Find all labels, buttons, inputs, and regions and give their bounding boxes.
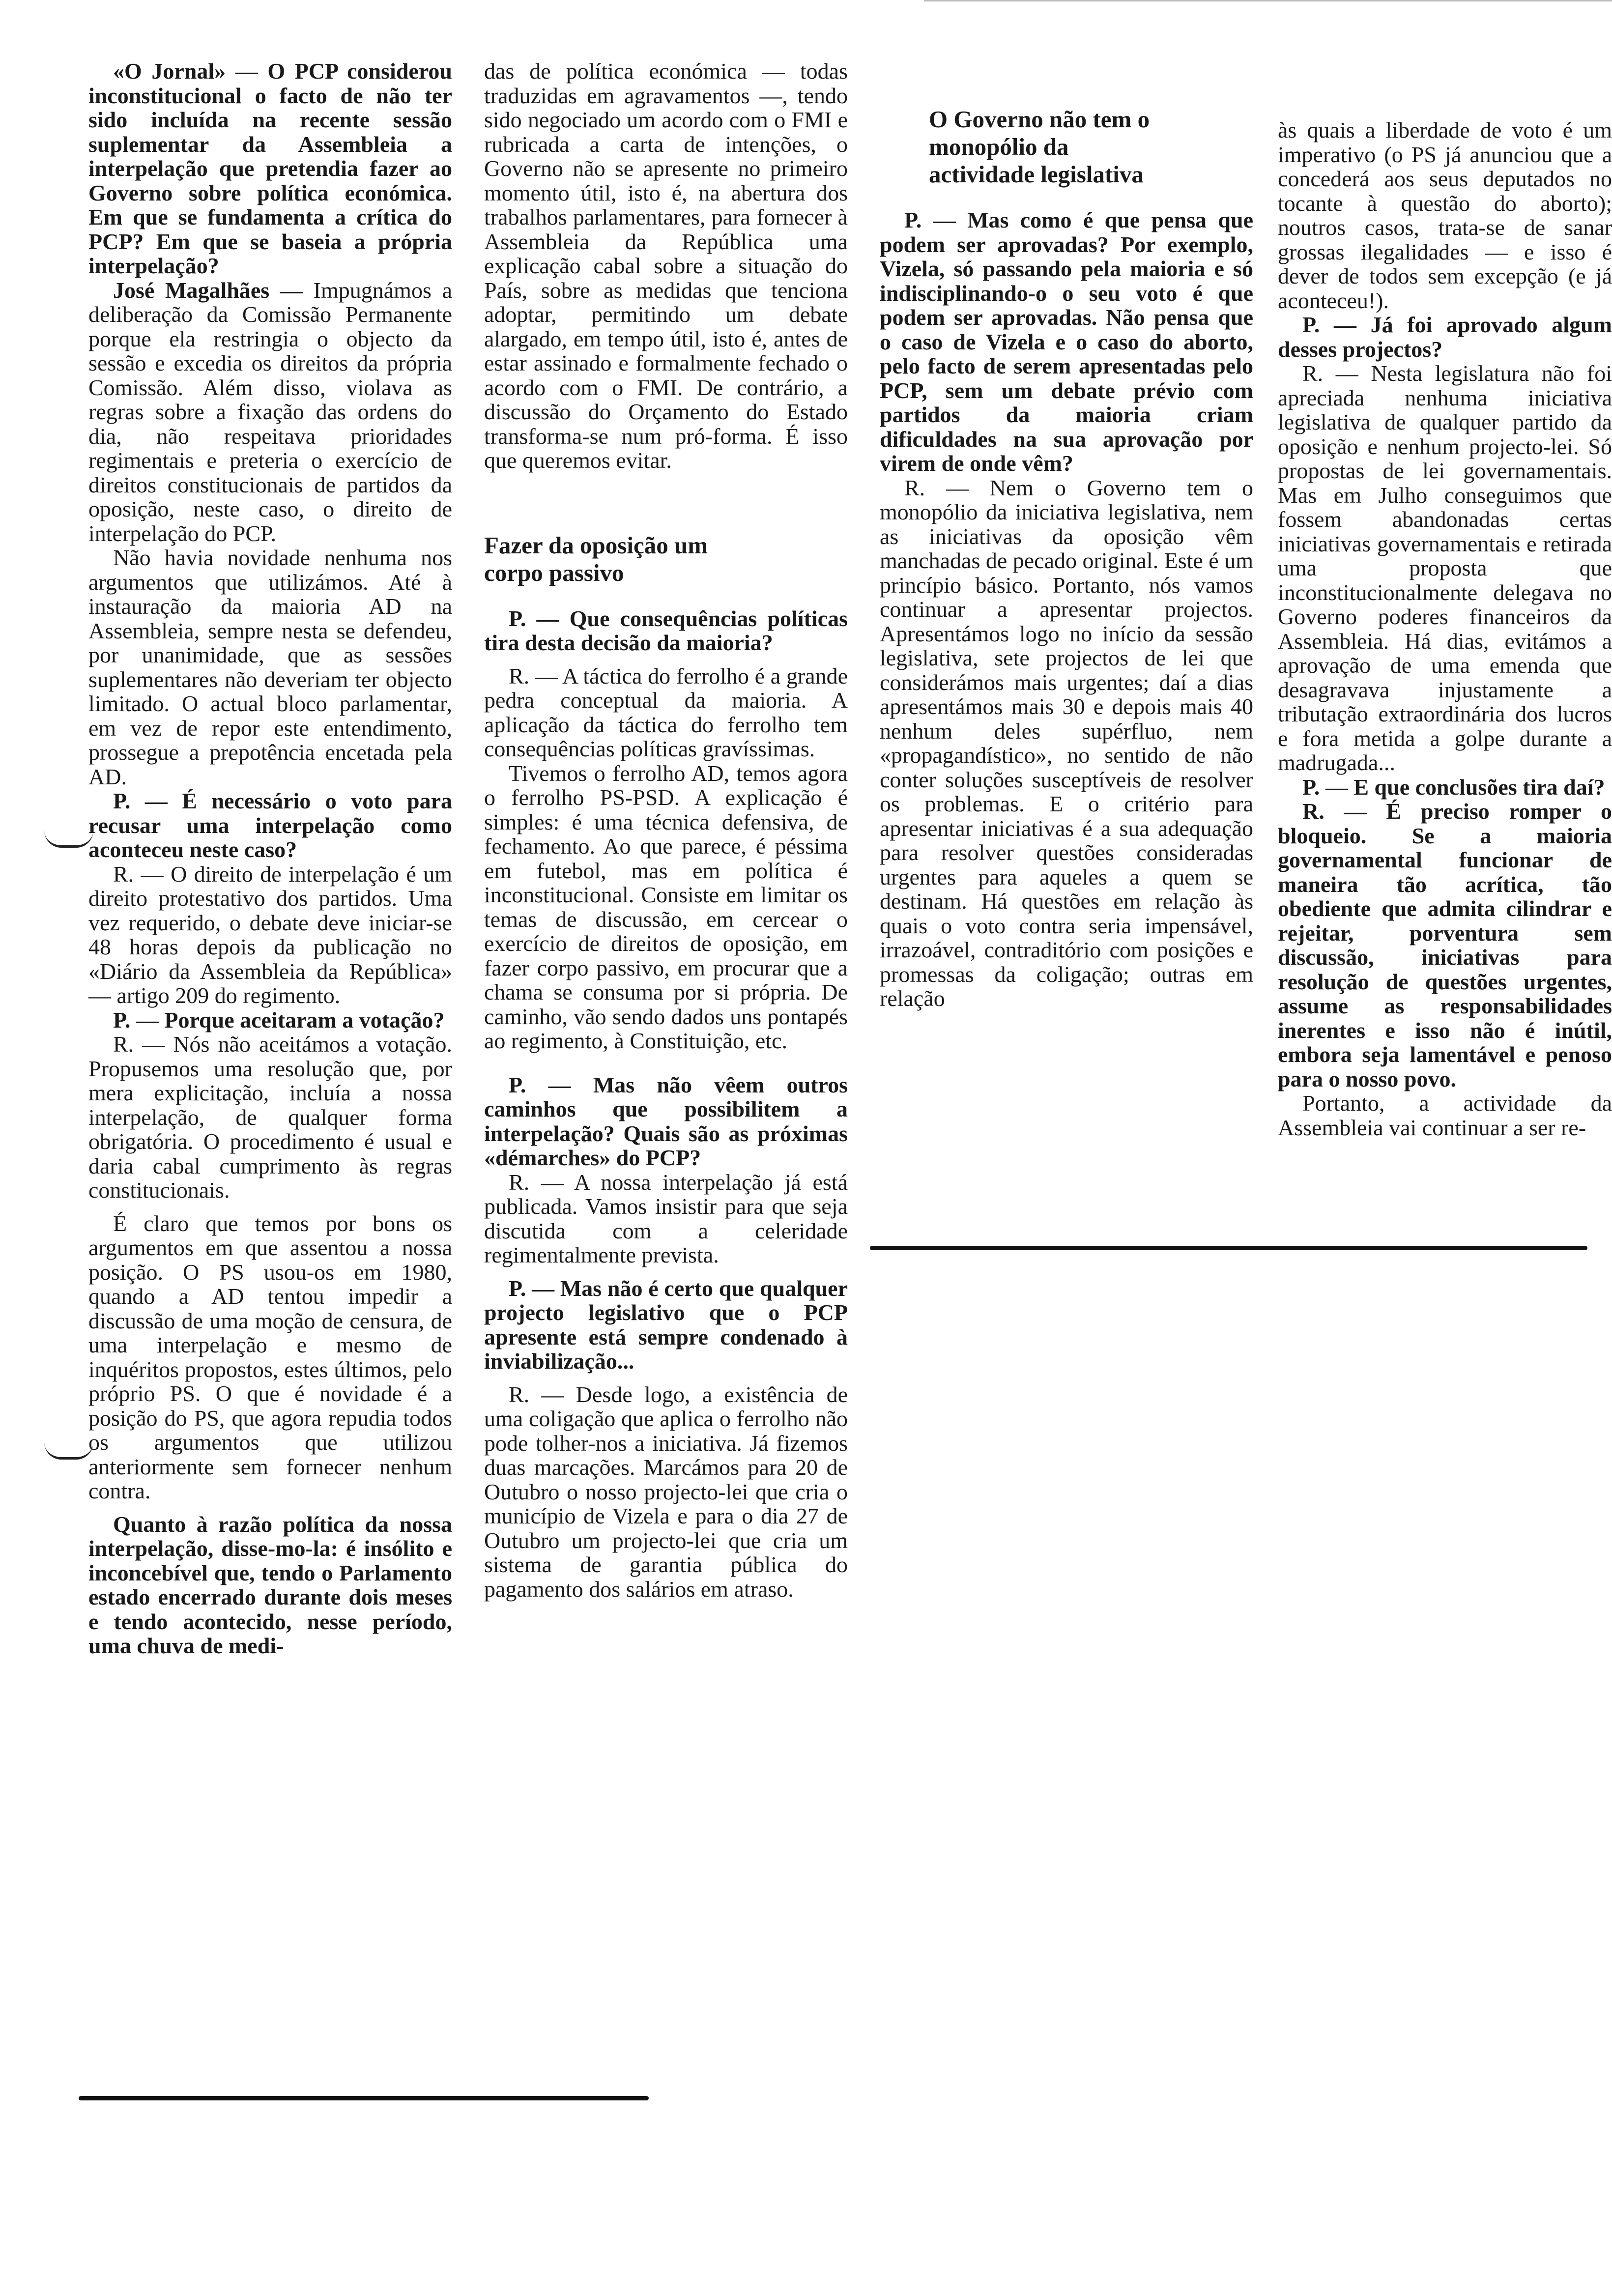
question-2: P. — É necessário o voto para recusar uma interpelação como aconteceu neste caso? — [88, 788, 452, 862]
answer-1: R. — Nem o Governo tem o monopólio da iniciativa legislativa, nem as iniciativas da oposição vêm manchadas de pecado original. Este é um princípio básico. Portanto, nós vamos continuar a apresentar projectos. Apresentámos logo no início da sessão legislativa, sete projectos de lei que considerámos mais urgentes; daí a dias apresentámos mais 30 e depois mais 40 nenhum deles supérfluo, nem «propagandístico», no sentido de não conter soluções susceptíveis de resolver os problemas. E o critério para apresentar iniciativas é a sua adequação para resolver questões consideradas urgentes para aqueles a quem se destinam. Há questões em relação às quais o voto contra seria impensável, irrazoável, contraditório com posições e promessas da coligação; outras em relação — [880, 475, 1253, 1011]
section-heading: O Governo não tem o monopólio da actividade legislativa — [929, 106, 1150, 188]
question-2: P. — E que conclusões tira daí? — [1302, 774, 1605, 800]
column-2 — [484, 59, 848, 1601]
paragraph-2: Não havia novidade nenhuma nos argumentos que utilizámos. Até à instauração da maioria AD na Assembleia, sempre nesta se defendeu, por unanimidade, que as sessões suplementares não deveriam ter objecto limitado. O actual bloco parlamentar, em vez de repor este entendimento, prossegue a prepotência encetada pela AD. — [88, 545, 452, 789]
answer-1: R. — A táctica do ferrolho é a grande pedra conceptual da maioria. A aplicação da táctica do ferrolho tem consequências políticas gravíssimas. — [484, 663, 848, 761]
margin-mark — [44, 831, 93, 848]
answer-1: R. — Nesta legislatura não foi apreciada nenhuma iniciativa legislativa de qualquer partido da oposição e nenhum projecto-lei. Só propostas de lei governamentais. Mas em Julho conseguimos que fossem abandonadas certas iniciativas governamentais e retirada uma proposta que inconstitucionalmente delegava no Governo poderes financeiros da Assembleia. Há dias, evitámos a aprovação de uma emenda que desagravava injustamente a tributação extraordinária dos lucros e fora metida a golpe durante a madrugada... — [1278, 361, 1612, 775]
margin-mark — [44, 1442, 93, 1460]
answer-3: R. — Nós não aceitámos a votação. Propusemos uma resolução que, por mera explicitação, incluía a nossa interpelação, de qualquer forma obrigatória. O procedimento é usual e daria cabal cumprimento às regras constitucionais. — [88, 1032, 452, 1203]
answer-2: R. — A nossa interpelação já está publicada. Vamos insistir para que seja discutida com a celeridade regimentalmente prevista. — [484, 1169, 848, 1267]
paragraph-5: Quanto à razão política da nossa interpelação, disse-mo-la: é insólito e inconcebível que, tendo o Parlamento estado encerrado durante dois meses e tendo acontecido, nesse período, uma chuva de medi- — [88, 1511, 452, 1658]
section-heading: Fazer da oposição um corpo passivo — [484, 531, 708, 586]
column-1 — [88, 59, 452, 1658]
question-1: P. — Já foi aprovado algum desses projectos? — [1278, 312, 1612, 362]
answer-3: R. — Desde logo, a existência de uma coligação que aplica o ferrolho não pode tolher-nos a iniciativa. Já fizemos duas marcações. Marcámos para 20 de Outubro o nosso projecto-lei que cria o município de Vizela e para o dia 27 de Outubro um projecto-lei que cria um sistema de garantia pública do pagamento dos salários em atraso. — [484, 1381, 848, 1602]
question-3: P. — Porque aceitaram a votação? — [113, 1007, 445, 1033]
question-1: P. — Mas como é que pensa que podem ser aprovadas? Por exemplo, Vizela, só passando pela maioria e só indisciplinando-o o seu voto é que podem ser aprovadas. Não pensa que o caso de Vizela e o caso do aborto, pelo facto de serem apresentadas pelo PCP, sem um debate prévio com partidos da maioria criam dificuldades na sua aprovação por virem de onde vêm? — [880, 207, 1253, 476]
question-1: P. — Que consequências políticas tira desta decisão da maioria? — [484, 605, 848, 655]
answer-2: R. — O direito de interpelação é um direito protestativo dos partidos. Uma vez requerido, o debate deve iniciar-se 48 horas depois da publicação no «Diário da Assembleia da República» — artigo 209 do regimento. — [88, 861, 452, 1008]
answer-2: R. — É preciso romper o bloqueio. Se a maioria governamental funcionar de maneira tão acrítica, tão obediente que admita cilindrar e rejeitar, porventura sem discussão, iniciativas para resolução de questões urgentes, assume as responsabilidades inerentes e isso não é inútil, embora seja lamentável e penoso para o nosso povo. — [1278, 799, 1612, 1091]
paragraph-3: Portanto, a actividade da Assembleia vai continuar a ser re- — [1278, 1091, 1612, 1140]
speaker-name: José Magalhães — — [113, 277, 303, 303]
paragraph-1: às quais a liberdade de voto é um imperativo (o PS já anunciou que a concederá aos seus deputados no tocante à questão do aborto); noutros casos, trata-se de sanar grossas ilegalidades — e isso é dever de todos sem excepção (e já aconteceu!). — [1278, 117, 1612, 313]
top-border — [924, 0, 1612, 1]
answer-1 — [88, 278, 452, 546]
paragraph-2: Tivemos o ferrolho AD, temos agora o ferrolho PS-PSD. A explicação é simples: é uma técnica defensiva, de fechamento. Ao que parece, é péssima em futebol, mas em política é inconstitucional. Consiste em limitar os temas de discussão, em cercear o exercício de direitos de oposição, em fazer corpo passivo, em procurar que a chama se consuma por si própria. De caminho, vão sendo dados uns pontapés ao regimento, à Constituição, etc. — [484, 760, 848, 1053]
paragraph-4: É claro que temos por bons os argumentos em que assentou a nossa posição. O PS usou-os em 1980, quando a AD tentou impedir a discussão de uma moção de censura, de uma interpelação e mesmo de inquéritos propostos, estes últimos, pelo próprio PS. O que é novidade é a posição do PS, que agora repudia todos os argumentos que utilizou anteriormente sem fornecer nenhum contra. — [88, 1210, 452, 1503]
question-1: «O Jornal» — O PCP considerou inconstitucional o facto de não ter sido incluída na recente sessão suplementar da Assembleia a interpelação que pretendia fazer ao Governo sobre política económica. Em que se fundamenta a crítica do PCP? Em que se baseia a própria interpelação? — [88, 58, 452, 278]
divider-middle — [870, 1246, 1587, 1250]
paragraph-1: das de política económica — todas traduzidas em agravamentos —, tendo sido negociado um acordo com o FMI e rubricada a carta de intenções, o Governo não se apresente no primeiro momento útil, isto é, na abertura dos trabalhos parlamentares, para fornecer à Assembleia da República uma explicação cabal sobre a situação do País, sobre as medidas que tenciona adoptar, permitindo um debate alargado, em tempo útil, isto é, antes de estar assinado e formalmente fechado o acordo com o FMI. De contrário, a discussão do Orçamento do Estado transforma-se num pró-forma. É isso que queremos evitar. — [484, 58, 848, 473]
column-3 — [880, 106, 1253, 1011]
question-2: P. — Mas não vêem outros caminhos que possibilitem a interpelação? Quais são as próximas «démarches» do PCP? — [484, 1072, 848, 1170]
column-4 — [1278, 118, 1612, 1140]
question-3: P. — Mas não é certo que qualquer projecto legislativo que o PCP apresente está sempre condenado à inviabilização... — [484, 1275, 848, 1374]
answer-1-text: Impugnámos a deliberação da Comissão Permanente porque ela restringia o objecto da sessão e excedia os direitos da própria Comissão. Além disso, violava as regras sobre a fixação das ordens do dia, não respeitava prioridades regimentais e preteria o exercício de direitos constitucionais de partidos da oposição, neste caso, o direito de interpelação do PCP. — [88, 277, 453, 546]
divider-bottom — [79, 2096, 649, 2100]
